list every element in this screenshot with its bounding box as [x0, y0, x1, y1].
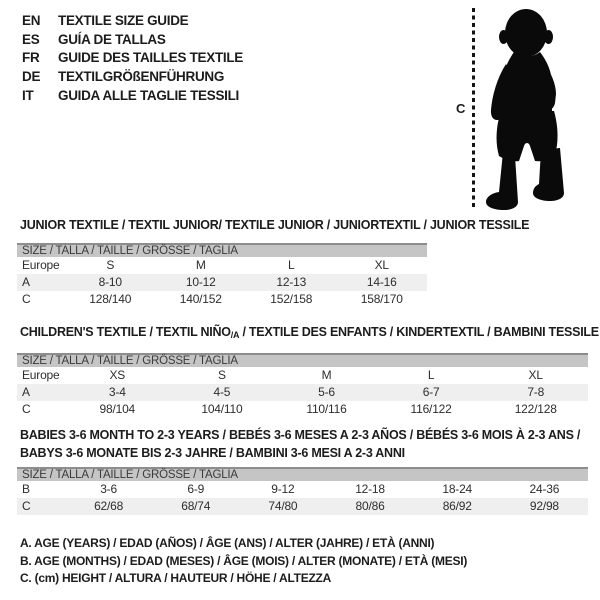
size-value-cell: 80/86: [355, 499, 385, 513]
section-title-line: BABIES 3-6 MONTH TO 2-3 YEARS / BEBÉS 3-6 MESES A 2-3 AÑOS / BÉBÉS 3-6 MOIS À 2-3 ANS /: [20, 428, 581, 442]
size-value-cell: 24-36: [529, 482, 560, 496]
column-header-cell: L: [288, 258, 295, 272]
size-value-cell: 74/80: [268, 499, 298, 513]
column-header-cell: XS: [109, 368, 126, 382]
legend-note: C. (cm) HEIGHT / ALTURA / HAUTEUR / HÖHE / ALTEZZA: [20, 571, 332, 586]
size-value-cell: 92/98: [529, 499, 559, 513]
size-value-cell: 14-16: [366, 275, 397, 289]
legend-notes: [20, 535, 467, 588]
baby-figure: [440, 0, 600, 220]
size-table: [17, 243, 427, 308]
row-label-cell: Europe: [22, 258, 60, 272]
legend-note: B. AGE (MONTHS) / EDAD (MESES) / ÂGE (MOIS) / ALTER (MONATE) / ETÀ (MESI): [20, 553, 468, 568]
size-table: [17, 467, 588, 515]
language-row: [22, 68, 243, 87]
size-value-cell: 128/140: [89, 292, 132, 306]
size-value-cell: 7-8: [527, 385, 545, 399]
size-value-cell: 3-6: [100, 482, 117, 496]
height-measure-label: C: [456, 101, 466, 116]
row-label-cell: B: [22, 482, 30, 496]
table-row: [17, 384, 588, 401]
size-value-cell: 104/110: [201, 402, 243, 416]
table-row: [17, 257, 427, 274]
language-title-list: [22, 12, 243, 106]
row-label-cell: C: [22, 499, 31, 513]
size-header-row: [17, 244, 427, 257]
section-title: [17, 216, 530, 234]
size-value-cell: 98/104: [99, 402, 136, 416]
size-value-cell: 116/122: [410, 402, 452, 416]
size-header-bar: SIZE / TALLA / TAILLE / GRÖSSE / TAGLIA: [17, 244, 427, 257]
size-value-cell: 110/116: [306, 402, 347, 416]
size-value-cell: 86/92: [442, 499, 472, 513]
row-label-cell: A: [22, 385, 30, 399]
size-value-cell: 152/158: [270, 292, 313, 306]
size-value-cell: 10-12: [185, 275, 216, 289]
column-header-cell: M: [195, 258, 206, 272]
size-section: [17, 426, 588, 515]
size-table: [17, 353, 588, 418]
language-row: [22, 31, 243, 50]
height-dashed-line: [472, 8, 475, 210]
row-label-cell: C: [22, 402, 31, 416]
size-value-cell: 12-18: [355, 482, 385, 496]
table-row: [17, 481, 588, 498]
language-row: [22, 49, 243, 68]
size-section: [17, 216, 530, 308]
section-title: [17, 323, 599, 344]
size-value-cell: 18-24: [442, 482, 473, 496]
column-header-cell: XL: [528, 368, 543, 382]
size-value-cell: 122/128: [514, 402, 557, 416]
subscript-text: /A: [230, 330, 240, 340]
row-label-cell: A: [22, 275, 30, 289]
size-value-cell: 5-6: [318, 385, 335, 399]
language-title: GUIDE DES TAILLES TEXTILE: [58, 50, 244, 66]
column-header-cell: S: [106, 258, 115, 272]
size-value-cell: 158/170: [360, 292, 403, 306]
size-header-bar: SIZE / TALLA / TAILLE / GRÖSSE / TAGLIA: [17, 468, 588, 481]
language-code: EN: [22, 13, 41, 28]
language-row: [22, 12, 243, 31]
size-value-cell: 8-10: [98, 275, 122, 289]
toddler-silhouette-icon: [481, 6, 573, 214]
language-code: DE: [22, 69, 41, 85]
size-header-bar: SIZE / TALLA / TAILLE / GRÖSSE / TAGLIA: [17, 354, 588, 367]
section-title: [17, 426, 588, 462]
size-value-cell: 68/74: [181, 499, 211, 513]
column-header-cell: S: [217, 368, 226, 382]
table-row: [17, 367, 588, 384]
column-header-cell: M: [321, 368, 332, 382]
column-header-cell: L: [427, 368, 435, 382]
size-value-cell: 3-4: [108, 385, 126, 399]
size-section: [17, 323, 599, 418]
size-value-cell: 140/152: [179, 292, 222, 306]
table-row: [17, 498, 588, 515]
size-header-row: [17, 468, 588, 481]
row-label-cell: C: [22, 292, 31, 306]
size-header-row: [17, 354, 588, 367]
row-label-cell: Europe: [22, 368, 60, 382]
language-code: ES: [22, 31, 40, 47]
size-value-cell: 6-9: [187, 482, 205, 496]
section-title-line: BABYS 3-6 MONATE BIS 2-3 JAHRE / BAMBINI 3-6 MESI A 2-3 ANNI: [20, 446, 405, 460]
column-header-cell: XL: [374, 258, 389, 272]
language-code: IT: [22, 87, 34, 103]
size-value-cell: 9-12: [271, 482, 295, 496]
size-value-cell: 62/68: [94, 499, 124, 513]
language-title: GUÍA DE TALLAS: [58, 31, 166, 47]
size-value-cell: 6-7: [422, 385, 440, 399]
language-code: FR: [22, 50, 40, 66]
language-title: GUIDA ALLE TAGLIE TESSILI: [58, 87, 239, 103]
language-title: TEXTILE SIZE GUIDE: [58, 13, 189, 28]
table-row: [17, 291, 427, 308]
section-title-line: JUNIOR TEXTILE / TEXTIL JUNIOR/ TEXTILE JUNIOR / JUNIORTEXTIL / JUNIOR TESSILE: [20, 218, 530, 232]
table-row: [17, 274, 427, 291]
table-row: [17, 401, 588, 418]
legend-note: A. AGE (YEARS) / EDAD (AÑOS) / ÂGE (ANS) / ALTER (JAHRE) / ETÀ (ANNI): [20, 536, 435, 550]
language-row: [22, 87, 243, 106]
size-value-cell: 4-5: [213, 385, 231, 399]
section-title-line: CHILDREN'S TEXTILE / TEXTIL $NIÑO_{/A}$ / TEXTILE DES ENFANTS / KINDERTEXTIL / BAMBINI TESSILE: [20, 325, 599, 340]
size-value-cell: 12-13: [276, 275, 307, 289]
language-title: TEXTILGRÖßENFÜHRUNG: [58, 69, 225, 85]
